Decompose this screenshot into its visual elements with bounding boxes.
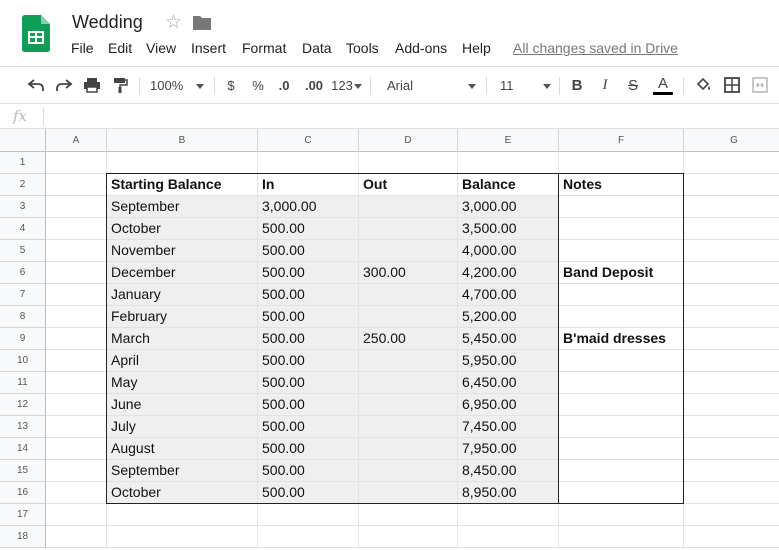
row-header-13[interactable]: 13 — [0, 416, 46, 438]
cell-b7[interactable]: January — [107, 284, 258, 306]
text-color-button[interactable] — [651, 75, 675, 95]
cell-g3[interactable] — [684, 196, 779, 218]
cell-d14[interactable] — [359, 438, 458, 460]
borders-icon — [724, 77, 740, 93]
cell-c9[interactable]: 500.00 — [258, 328, 359, 350]
sheets-logo-icon[interactable] — [22, 15, 50, 52]
redo-button[interactable] — [53, 75, 75, 95]
percent-format-button[interactable]: % — [252, 77, 264, 93]
cell-d9[interactable]: 250.00 — [359, 328, 458, 350]
cell-f7[interactable] — [559, 284, 684, 306]
cell-e13[interactable]: 7,450.00 — [458, 416, 559, 438]
save-status-link[interactable]: All changes saved in Drive — [513, 40, 678, 56]
cell-g11[interactable] — [684, 372, 779, 394]
cell-f1[interactable] — [559, 152, 684, 174]
cell-c16[interactable]: 500.00 — [258, 482, 359, 504]
cell-d17[interactable] — [359, 504, 458, 526]
row-header-6[interactable]: 6 — [0, 262, 46, 284]
cell-b9[interactable]: March — [107, 328, 258, 350]
cell-a16[interactable] — [46, 482, 107, 504]
cell-c11[interactable]: 500.00 — [258, 372, 359, 394]
cell-c14[interactable]: 500.00 — [258, 438, 359, 460]
cell-e9[interactable]: 5,450.00 — [458, 328, 559, 350]
cell-d8[interactable] — [359, 306, 458, 328]
paint-format-icon — [112, 77, 128, 93]
cell-a2[interactable] — [46, 174, 107, 196]
cell-b8[interactable]: February — [107, 306, 258, 328]
cell-a5[interactable] — [46, 240, 107, 262]
cell-c4[interactable]: 500.00 — [258, 218, 359, 240]
cell-a15[interactable] — [46, 460, 107, 482]
row-header-1[interactable]: 1 — [0, 152, 46, 174]
cell-d10[interactable] — [359, 350, 458, 372]
cell-d7[interactable] — [359, 284, 458, 306]
undo-icon — [27, 78, 45, 92]
cell-g2[interactable] — [684, 174, 779, 196]
italic-button[interactable]: I — [602, 76, 608, 93]
cell-d15[interactable] — [359, 460, 458, 482]
redo-icon — [55, 78, 73, 92]
cell-g8[interactable] — [684, 306, 779, 328]
cell-e2[interactable]: Balance — [458, 174, 559, 196]
cell-a1[interactable] — [46, 152, 107, 174]
cell-f5[interactable] — [559, 240, 684, 262]
cell-g9[interactable] — [684, 328, 779, 350]
menu-help[interactable]: Help — [462, 40, 491, 56]
row-header-5[interactable]: 5 — [0, 240, 46, 262]
cell-a12[interactable] — [46, 394, 107, 416]
cell-b17[interactable] — [107, 504, 258, 526]
cell-e12[interactable]: 6,950.00 — [458, 394, 559, 416]
font-size-chevron-down-icon[interactable] — [543, 84, 551, 89]
cell-d2[interactable]: Out — [359, 174, 458, 196]
cell-a7[interactable] — [46, 284, 107, 306]
font-chevron-down-icon[interactable] — [468, 84, 476, 89]
cell-f2[interactable]: Notes — [559, 174, 684, 196]
zoom-chevron-down-icon[interactable] — [196, 84, 204, 89]
cell-b1[interactable] — [107, 152, 258, 174]
merge-cells-button[interactable] — [750, 75, 770, 95]
more-formats-chevron-down-icon[interactable] — [354, 84, 362, 89]
column-header-c[interactable]: C — [258, 129, 359, 152]
cell-f18[interactable] — [559, 526, 684, 548]
spreadsheet-grid — [0, 129, 779, 550]
row-header-14[interactable]: 14 — [0, 438, 46, 460]
menu-addons[interactable]: Add-ons — [395, 40, 448, 56]
toolbar — [0, 66, 779, 104]
cell-g16[interactable] — [684, 482, 779, 504]
cell-b4[interactable]: October — [107, 218, 258, 240]
cell-g15[interactable] — [684, 460, 779, 482]
cell-b18[interactable] — [107, 526, 258, 548]
undo-button[interactable] — [25, 75, 47, 95]
cell-a11[interactable] — [46, 372, 107, 394]
cell-e3[interactable]: 3,000.00 — [458, 196, 559, 218]
merge-cells-icon — [752, 77, 768, 93]
cell-f17[interactable] — [559, 504, 684, 526]
cell-g1[interactable] — [684, 152, 779, 174]
cell-g4[interactable] — [684, 218, 779, 240]
folder-icon[interactable] — [193, 15, 211, 30]
cell-b6[interactable]: December — [107, 262, 258, 284]
app-header — [0, 0, 779, 66]
cell-c8[interactable]: 500.00 — [258, 306, 359, 328]
cell-c13[interactable]: 500.00 — [258, 416, 359, 438]
menu-edit[interactable]: Edit — [108, 40, 133, 56]
formula-input[interactable] — [50, 104, 770, 128]
formula-bar — [0, 104, 779, 129]
cell-e16[interactable]: 8,950.00 — [458, 482, 559, 504]
cell-a9[interactable] — [46, 328, 107, 350]
text-color-icon: A — [657, 74, 668, 92]
cell-f16[interactable] — [559, 482, 684, 504]
cell-d3[interactable] — [359, 196, 458, 218]
cell-d11[interactable] — [359, 372, 458, 394]
cell-g7[interactable] — [684, 284, 779, 306]
cell-b16[interactable]: October — [107, 482, 258, 504]
cell-c6[interactable]: 500.00 — [258, 262, 359, 284]
cell-a4[interactable] — [46, 218, 107, 240]
row-header-7[interactable]: 7 — [0, 284, 46, 306]
cell-c5[interactable]: 500.00 — [258, 240, 359, 262]
cell-e11[interactable]: 6,450.00 — [458, 372, 559, 394]
cell-a14[interactable] — [46, 438, 107, 460]
bold-button[interactable]: B — [571, 76, 583, 94]
row-header-2[interactable]: 2 — [0, 174, 46, 196]
row-header-15[interactable]: 15 — [0, 460, 46, 482]
cell-c2[interactable]: In — [258, 174, 359, 196]
select-all-corner[interactable] — [0, 129, 46, 152]
cell-d16[interactable] — [359, 482, 458, 504]
cell-d18[interactable] — [359, 526, 458, 548]
cell-b14[interactable]: August — [107, 438, 258, 460]
text-color-swatch — [653, 92, 673, 95]
cell-e14[interactable]: 7,950.00 — [458, 438, 559, 460]
cell-a6[interactable] — [46, 262, 107, 284]
row-header-16[interactable]: 16 — [0, 482, 46, 504]
cell-c18[interactable] — [258, 526, 359, 548]
cell-e18[interactable] — [458, 526, 559, 548]
menu-format[interactable]: Format — [242, 40, 287, 56]
cell-g14[interactable] — [684, 438, 779, 460]
cell-g17[interactable] — [684, 504, 779, 526]
cell-c17[interactable] — [258, 504, 359, 526]
cell-b3[interactable]: September — [107, 196, 258, 218]
cell-e17[interactable] — [458, 504, 559, 526]
cell-f15[interactable] — [559, 460, 684, 482]
column-header-g[interactable]: G — [684, 129, 779, 152]
cell-b11[interactable]: May — [107, 372, 258, 394]
cell-f12[interactable] — [559, 394, 684, 416]
cell-c3[interactable]: 3,000.00 — [258, 196, 359, 218]
cell-a17[interactable] — [46, 504, 107, 526]
cell-d13[interactable] — [359, 416, 458, 438]
cell-a8[interactable] — [46, 306, 107, 328]
row-header-11[interactable]: 11 — [0, 372, 46, 394]
column-header-a[interactable]: A — [46, 129, 107, 152]
menu-tools[interactable]: Tools — [346, 40, 379, 56]
more-formats-button[interactable]: 123 — [331, 77, 353, 93]
cell-f3[interactable] — [559, 196, 684, 218]
cell-e4[interactable]: 3,500.00 — [458, 218, 559, 240]
cell-c1[interactable] — [258, 152, 359, 174]
cell-e10[interactable]: 5,950.00 — [458, 350, 559, 372]
cell-d1[interactable] — [359, 152, 458, 174]
cell-b15[interactable]: September — [107, 460, 258, 482]
strikethrough-button[interactable]: S — [627, 76, 638, 94]
menu-data[interactable]: Data — [302, 40, 332, 56]
cell-a10[interactable] — [46, 350, 107, 372]
font-size-select[interactable]: 11 — [500, 77, 514, 93]
zoom-select[interactable]: 100% — [150, 77, 184, 93]
increase-decimal-button[interactable]: .00 — [304, 77, 324, 93]
cell-c15[interactable]: 500.00 — [258, 460, 359, 482]
print-button[interactable] — [81, 75, 103, 95]
menu-insert[interactable]: Insert — [191, 40, 227, 56]
cell-f4[interactable] — [559, 218, 684, 240]
cell-g6[interactable] — [684, 262, 779, 284]
cell-e8[interactable]: 5,200.00 — [458, 306, 559, 328]
column-header-b[interactable]: B — [107, 129, 258, 152]
print-icon — [83, 77, 101, 93]
cell-g5[interactable] — [684, 240, 779, 262]
cell-d5[interactable] — [359, 240, 458, 262]
paint-format-button[interactable] — [109, 75, 131, 95]
font-family-select[interactable]: Arial — [387, 77, 414, 93]
cell-e5[interactable]: 4,000.00 — [458, 240, 559, 262]
row-header-10[interactable]: 10 — [0, 350, 46, 372]
row-header-9[interactable]: 9 — [0, 328, 46, 350]
currency-format-button[interactable]: $ — [227, 77, 235, 93]
cell-f13[interactable] — [559, 416, 684, 438]
cell-c12[interactable]: 500.00 — [258, 394, 359, 416]
column-header-f[interactable]: F — [559, 129, 684, 152]
cell-b13[interactable]: July — [107, 416, 258, 438]
cell-g13[interactable] — [684, 416, 779, 438]
cell-b12[interactable]: June — [107, 394, 258, 416]
cell-a13[interactable] — [46, 416, 107, 438]
column-header-d[interactable]: D — [359, 129, 458, 152]
cell-f8[interactable] — [559, 306, 684, 328]
cell-a3[interactable] — [46, 196, 107, 218]
row-header-3[interactable]: 3 — [0, 196, 46, 218]
row-header-18[interactable]: 18 — [0, 526, 46, 548]
doc-title[interactable]: Wedding — [72, 12, 143, 32]
menu-file[interactable]: File — [71, 40, 94, 56]
cell-f14[interactable] — [559, 438, 684, 460]
row-header-4[interactable]: 4 — [0, 218, 46, 240]
cell-e15[interactable]: 8,450.00 — [458, 460, 559, 482]
cell-d12[interactable] — [359, 394, 458, 416]
row-header-17[interactable]: 17 — [0, 504, 46, 526]
cell-g12[interactable] — [684, 394, 779, 416]
cell-b5[interactable]: November — [107, 240, 258, 262]
cell-a18[interactable] — [46, 526, 107, 548]
cell-f9[interactable]: B'maid dresses — [559, 328, 684, 350]
fx-label: fx — [13, 107, 28, 125]
cell-e7[interactable]: 4,700.00 — [458, 284, 559, 306]
row-header-8[interactable]: 8 — [0, 306, 46, 328]
cell-f6[interactable]: Band Deposit — [559, 262, 684, 284]
cell-c10[interactable]: 500.00 — [258, 350, 359, 372]
cell-c7[interactable]: 500.00 — [258, 284, 359, 306]
paint-bucket-icon — [695, 77, 712, 93]
column-header-e[interactable]: E — [458, 129, 559, 152]
cell-g10[interactable] — [684, 350, 779, 372]
cell-f11[interactable] — [559, 372, 684, 394]
cell-b10[interactable]: April — [107, 350, 258, 372]
cell-e6[interactable]: 4,200.00 — [458, 262, 559, 284]
row-header-12[interactable]: 12 — [0, 394, 46, 416]
cell-e1[interactable] — [458, 152, 559, 174]
decrease-decimal-button[interactable]: .0 — [278, 77, 290, 93]
fill-color-button[interactable] — [693, 75, 713, 95]
cell-f10[interactable] — [559, 350, 684, 372]
menu-view[interactable]: View — [146, 40, 177, 56]
star-icon[interactable]: ☆ — [165, 12, 183, 33]
borders-button[interactable] — [722, 75, 742, 95]
cell-b2[interactable]: Starting Balance — [107, 174, 258, 196]
cell-d6[interactable]: 300.00 — [359, 262, 458, 284]
cell-d4[interactable] — [359, 218, 458, 240]
cell-g18[interactable] — [684, 526, 779, 548]
